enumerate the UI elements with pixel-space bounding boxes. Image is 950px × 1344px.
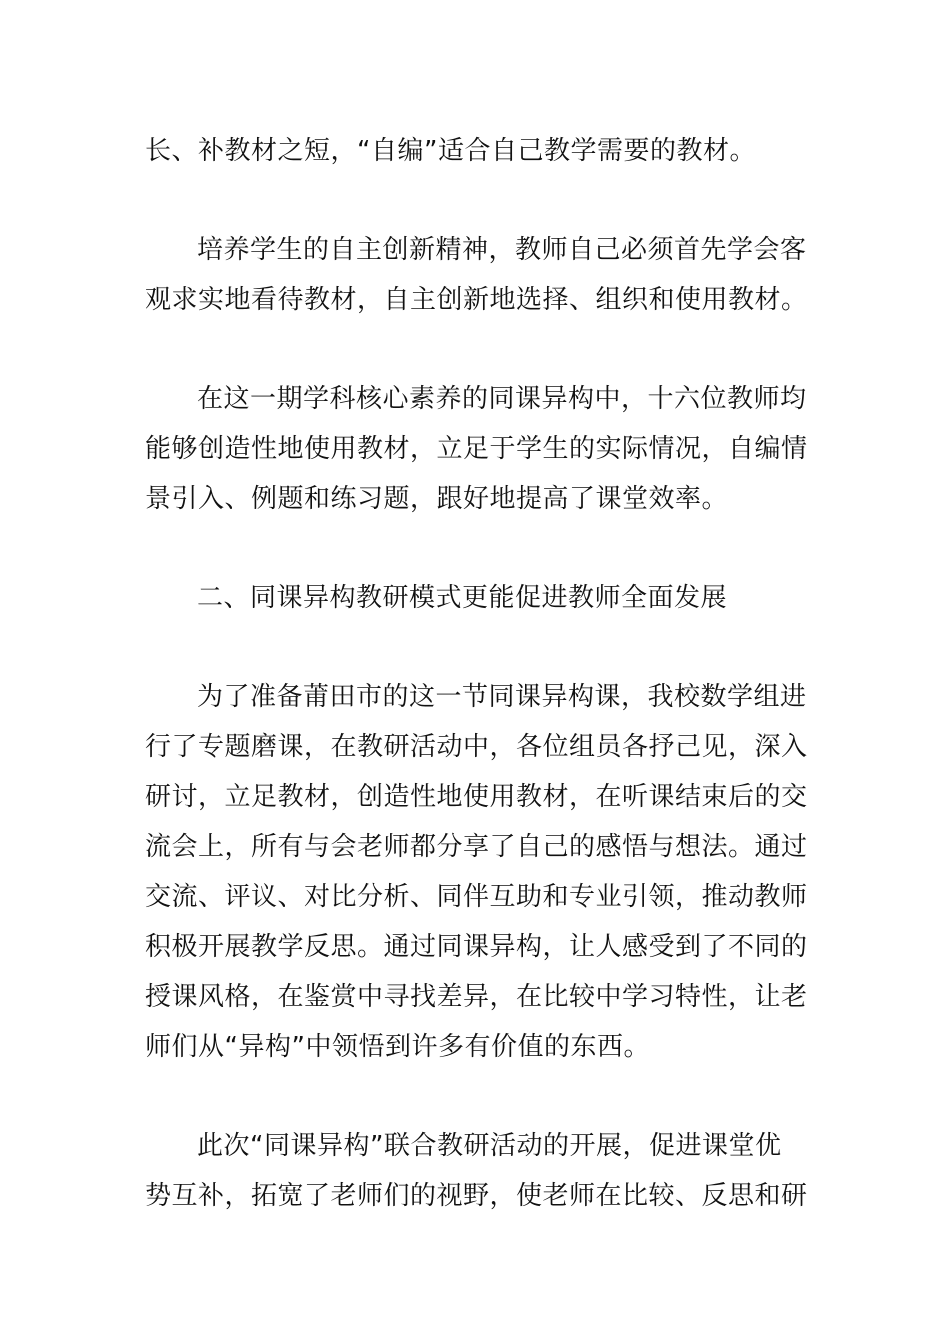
text-line: 流会上，所有与会老师都分享了自己的感悟与想法。通过 [145, 832, 808, 862]
text-line: 师们从“异构”中领悟到许多有价值的东西。 [145, 1032, 650, 1062]
text-line: 观求实地看待教材，自主创新地选择、组织和使用教材。 [145, 285, 808, 315]
text-line: 交流、评议、对比分析、同伴互助和专业引领，推动教师 [145, 882, 808, 912]
text-line: 能够创造性地使用教材，立足于学生的实际情况，自编情 [145, 434, 808, 464]
text-line: 行了专题磨课，在教研活动中，各位组员各抒己见，深入 [145, 732, 808, 762]
paragraph-first-line: 此次“同课异构”联合教研活动的开展，促进课堂优 [197, 1131, 782, 1161]
paragraph-first-line: 培养学生的自主创新精神，教师自己必须首先学会客 [197, 235, 807, 265]
text-line: 势互补，拓宽了老师们的视野，使老师在比较、反思和研 [145, 1181, 808, 1211]
text-line: 授课风格，在鉴赏中寻找差异，在比较中学习特性，让老 [145, 982, 808, 1012]
text-line: 研讨，立足教材，创造性地使用教材，在听课结束后的交 [145, 782, 808, 812]
paragraph-first-line: 为了准备莆田市的这一节同课异构课，我校数学组进 [197, 682, 807, 712]
paragraph-first-line: 在这一期学科核心素养的同课异构中，十六位教师均 [197, 384, 807, 414]
text-line: 积极开展教学反思。通过同课异构，让人感受到了不同的 [145, 932, 808, 962]
text-line: 景引入、例题和练习题，跟好地提高了课堂效率。 [145, 484, 729, 514]
section-heading: 二、同课异构教研模式更能促进教师全面发展 [197, 583, 728, 613]
text-line: 长、补教材之短，“自编”适合自己教学需要的教材。 [145, 136, 756, 166]
